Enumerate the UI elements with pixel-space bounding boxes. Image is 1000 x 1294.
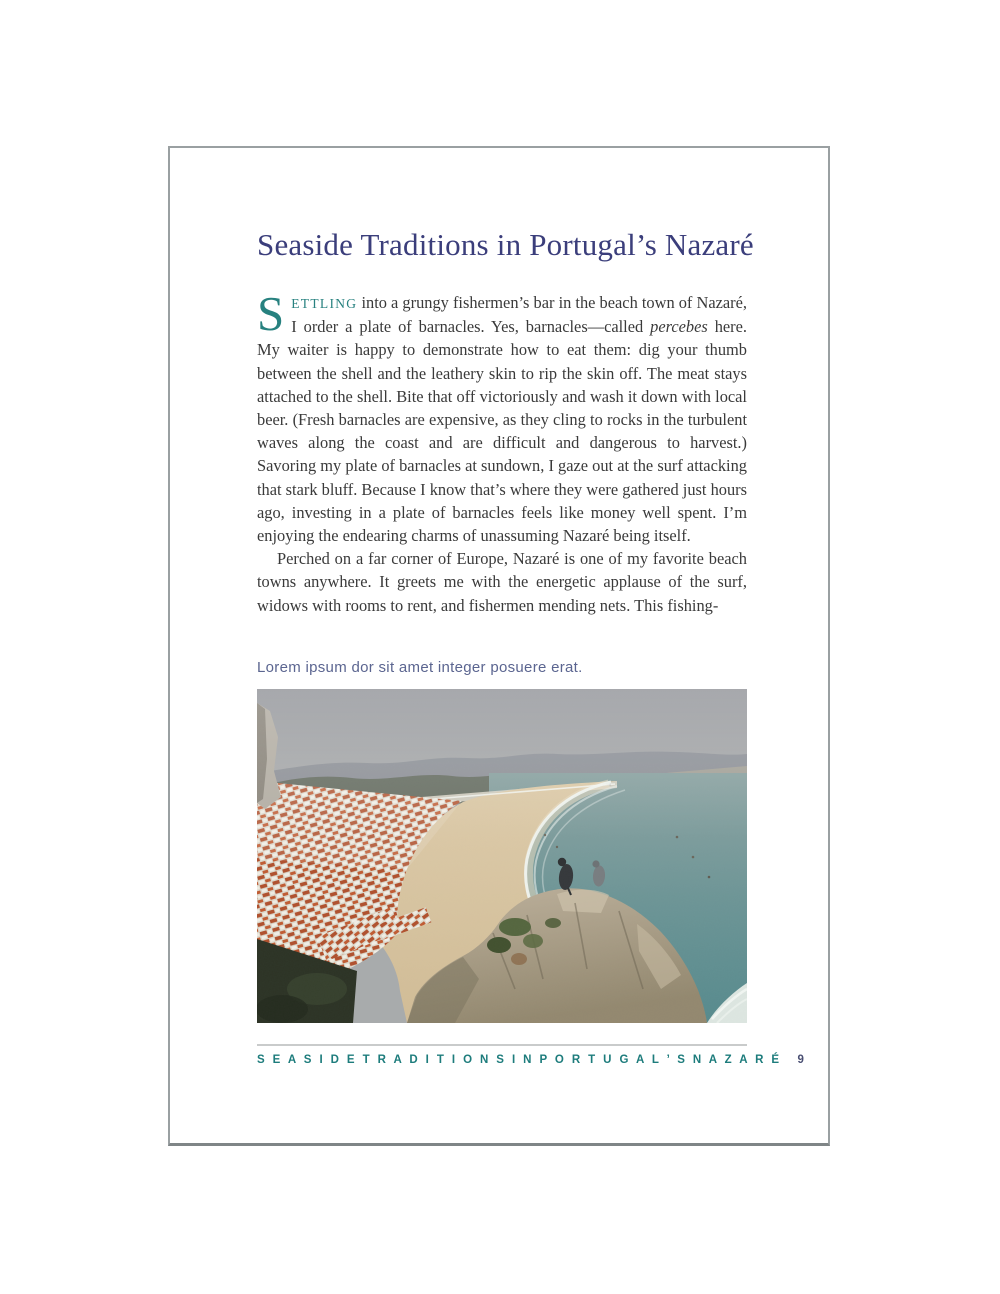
drop-cap: S xyxy=(257,286,285,341)
lead-smallcaps: ETTLING xyxy=(291,296,358,311)
chapter-title: Seaside Traditions in Portugal’s Nazaré xyxy=(257,227,754,262)
nazare-beach-photo xyxy=(257,689,747,1023)
page-number: 9 xyxy=(797,1054,804,1066)
footer-divider xyxy=(257,1044,747,1046)
photo-caption: Lorem ipsum dor sit amet integer posuere erat. xyxy=(257,659,583,676)
running-footer xyxy=(257,1054,804,1066)
nazare-beach-photo-illustration xyxy=(257,689,747,1023)
watercolor-edge-strip xyxy=(800,148,828,1143)
running-head-text: S E A S I D E T R A D I T I O N S I N P O R T U G A L ’ S N A Z A R É xyxy=(257,1054,782,1066)
body-text xyxy=(257,286,747,617)
italic-foreign-term: percebes xyxy=(650,317,708,337)
paragraph-1-text-a: into a grungy fishermen’s bar in the beach town of Nazaré, I order a plate of barnacles. Yes, barnacles—called xyxy=(291,293,747,337)
book-page xyxy=(168,146,830,1146)
paragraph-1-text-b: here. My waiter is happy to demonstrate how to eat them: dig your thumb between the shell and the leathery skin to rip the skin off. The meat stays attached to the shell. Bite that off victoriously and wash it down with local beer. (Fresh barnacles are expensive, as they cling to rocks in the turbulent waves along the coast and are difficult and dangerous to harvest.) Savoring my plate of barnacles at sundown, I gaze out at the surf attacking that stark bluff. Because I know that’s where they were gathered just hours ago, investing in a plate of barnacles feels like money well spent. I’m enjoying the endearing charms of unassuming Nazaré being itself. xyxy=(257,317,747,546)
paragraph-2: Perched on a far corner of Europe, Nazaré is one of my favorite beach towns anywhere. It greets me with the energetic applause of the surf, widows with rooms to rent, and fishermen mending nets. This fishing- xyxy=(257,549,747,615)
paragraph-1 xyxy=(257,286,747,547)
